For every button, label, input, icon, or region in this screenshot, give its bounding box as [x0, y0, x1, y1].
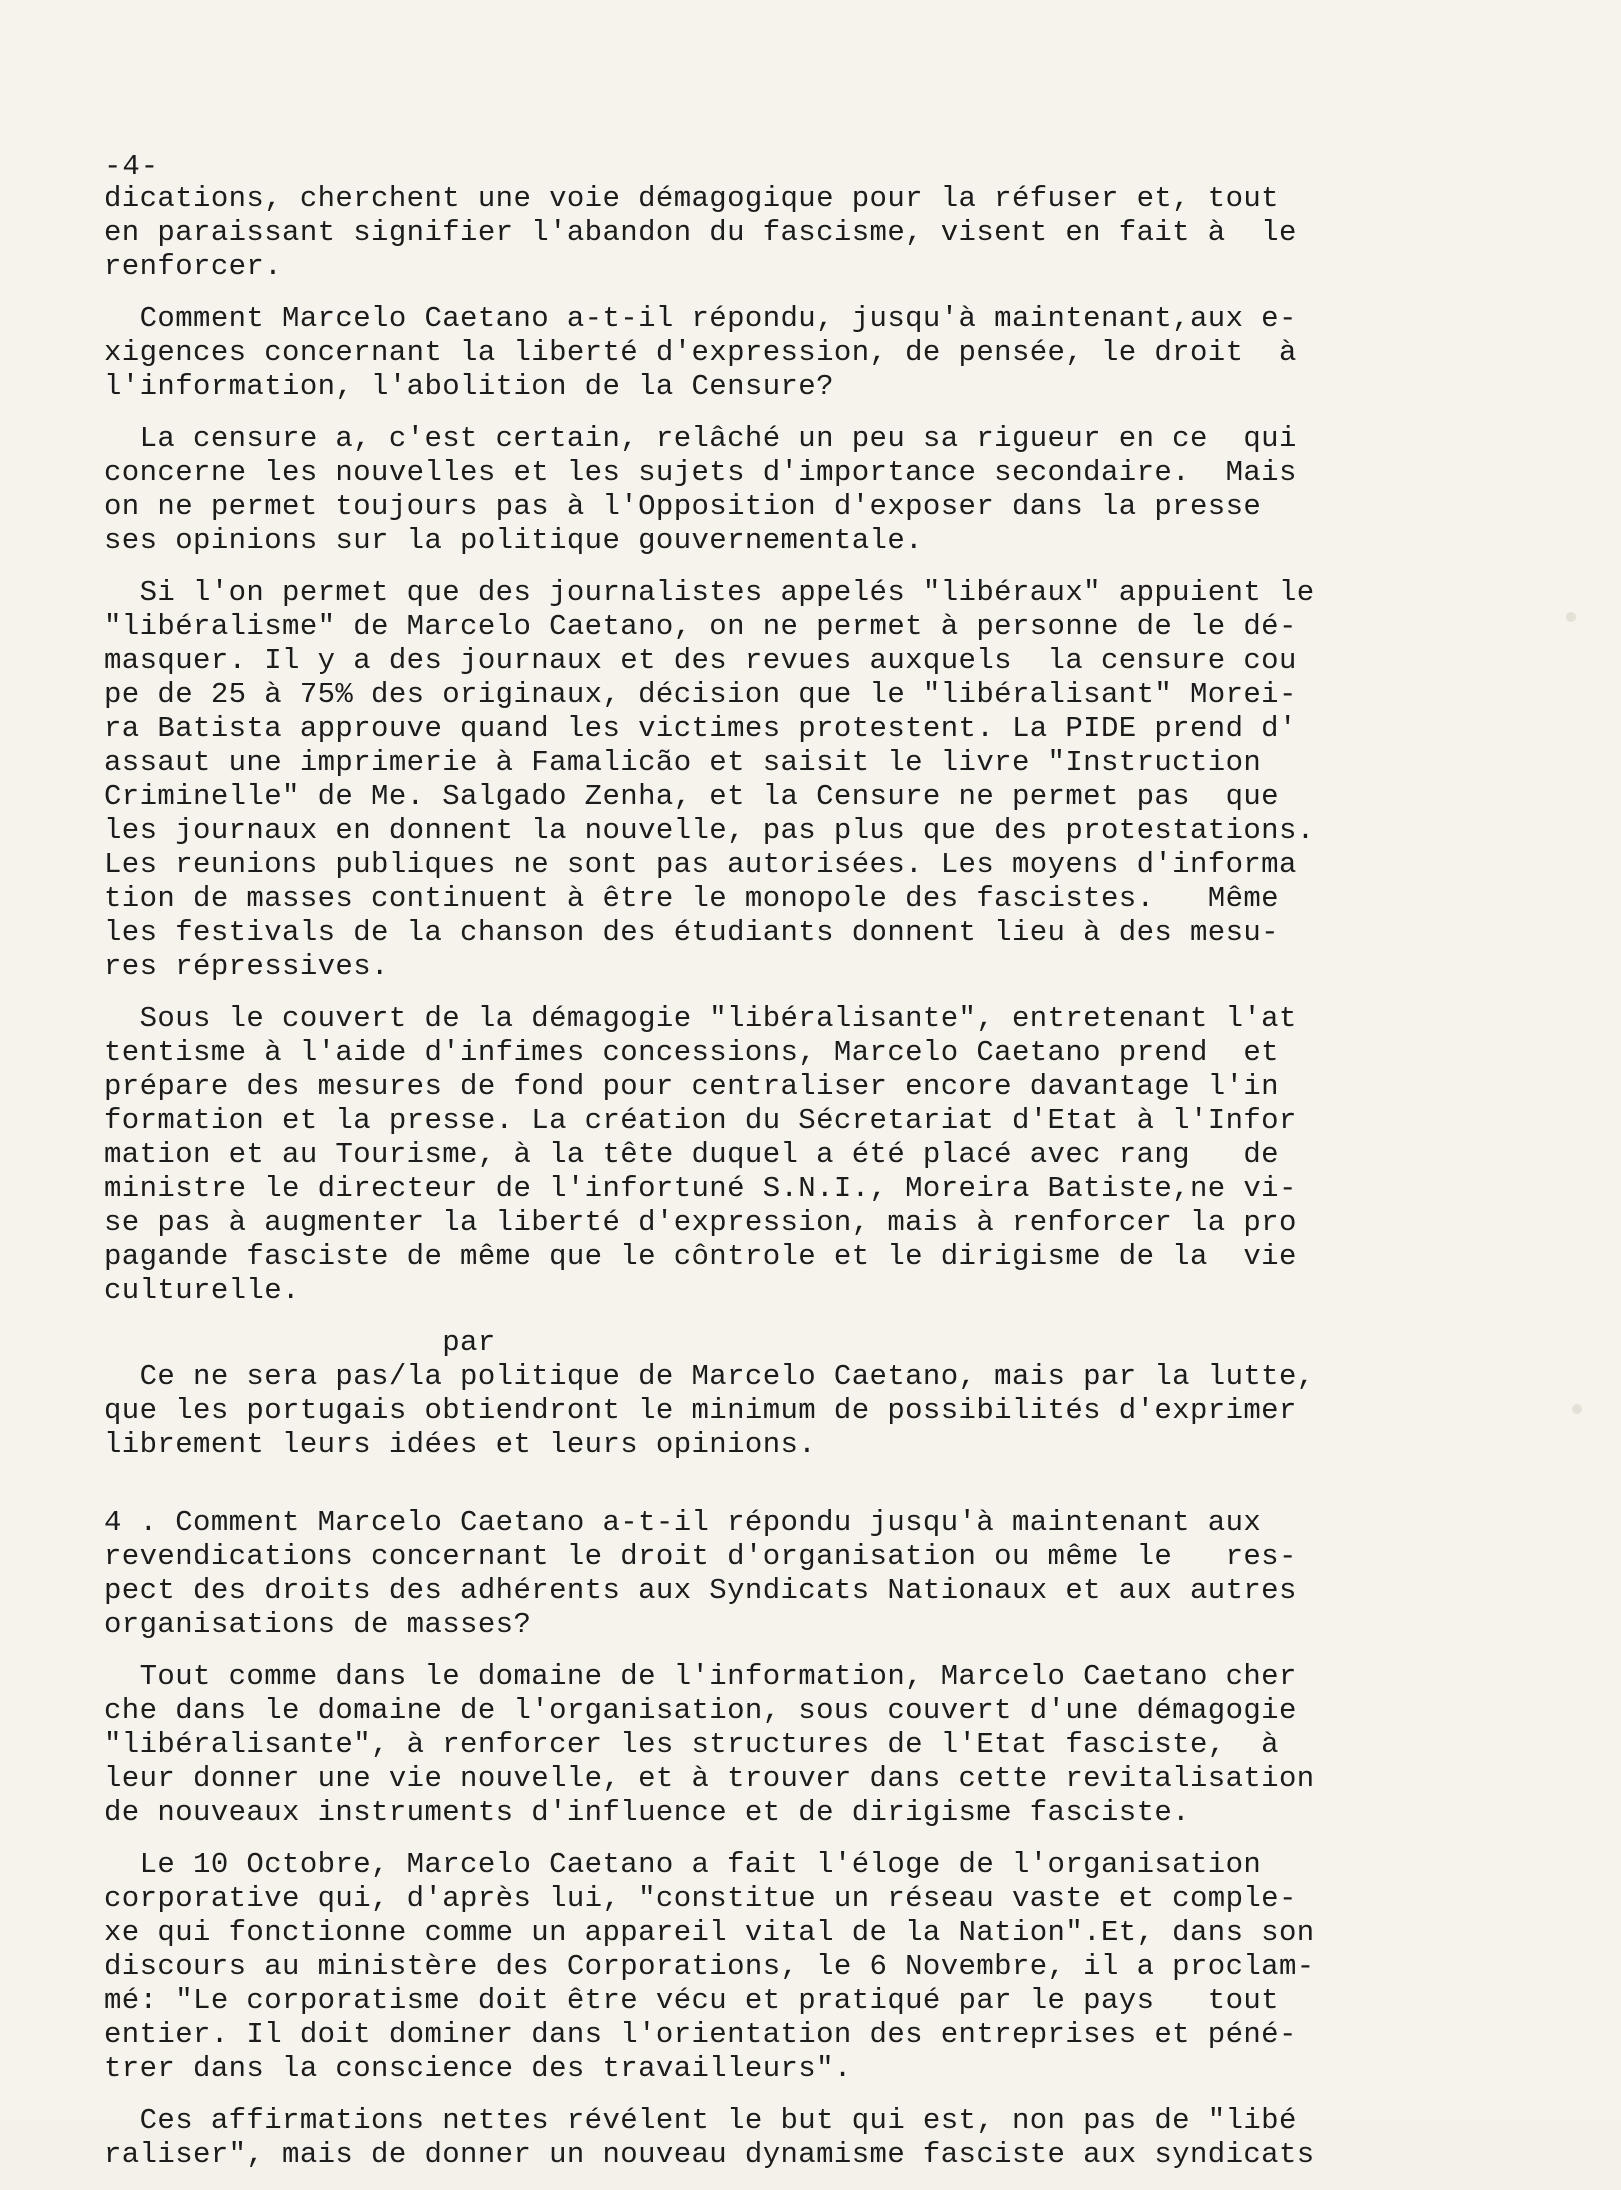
page-blemish — [1566, 612, 1576, 622]
text-line: masquer. Il y a des journaux et des revues auxquels la censure cou — [104, 644, 1297, 677]
text-line: entier. Il doit dominer dans l'orientation des entreprises et péné- — [104, 2018, 1297, 2051]
text-line: renforcer. — [104, 250, 283, 283]
text-line: La censure a, c'est certain, relâché un peu sa rigueur en ce qui — [104, 422, 1297, 455]
text-line: dications, cherchent une voie démagogique pour la réfuser et, tout — [104, 182, 1279, 215]
text-line: Tout comme dans le domaine de l'information, Marcelo Caetano cher — [104, 1660, 1297, 1693]
text-line: Les reunions publiques ne sont pas autorisées. Les moyens d'informa — [104, 848, 1297, 881]
text-line: 4 . Comment Marcelo Caetano a-t-il répondu jusqu'à maintenant aux — [104, 1506, 1262, 1539]
paragraph — [104, 1660, 1494, 1830]
text-line: "libéralisme" de Marcelo Caetano, on ne permet à personne de le dé- — [104, 610, 1297, 643]
text-line: Criminelle" de Me. Salgado Zenha, et la Censure ne permet pas que — [104, 780, 1279, 813]
text-line: ministre le directeur de l'infortuné S.N.I., Moreira Batiste,ne vi- — [104, 1172, 1297, 1205]
text-line: revendications concernant le droit d'organisation ou même le res- — [104, 1540, 1297, 1573]
text-line: formation et la presse. La création du Sécretariat d'Etat à l'Infor — [104, 1104, 1297, 1137]
text-line: on ne permet toujours pas à l'Opposition d'exposer dans la presse — [104, 490, 1262, 523]
text-line: en paraissant signifier l'abandon du fascisme, visent en fait à le — [104, 216, 1297, 249]
text-line: culturelle. — [104, 1274, 300, 1307]
text-line: discours au ministère des Corporations, le 6 Novembre, il a proclam- — [104, 1950, 1315, 1983]
paragraph — [104, 422, 1494, 558]
text-line: concerne les nouvelles et les sujets d'importance secondaire. Mais — [104, 456, 1297, 489]
paragraph — [104, 576, 1494, 984]
text-line: organisations de masses? — [104, 1608, 532, 1641]
text-line: se pas à augmenter la liberté d'expression, mais à renforcer la pro — [104, 1206, 1297, 1239]
text-line: librement leurs idées et leurs opinions. — [104, 1428, 817, 1461]
document-body — [104, 182, 1494, 2190]
paragraph — [104, 1506, 1494, 1642]
text-line: Comment Marcelo Caetano a-t-il répondu, jusqu'à maintenant,aux e- — [104, 302, 1297, 335]
text-line: pect des droits des adhérents aux Syndicats Nationaux et aux autres — [104, 1574, 1297, 1607]
text-line: corporative qui, d'après lui, "constitue un réseau vaste et comple- — [104, 1882, 1297, 1915]
text-line: ses opinions sur la politique gouvernementale. — [104, 524, 923, 557]
paragraph — [104, 1326, 1494, 1462]
text-line: tentisme à l'aide d'infimes concessions, Marcelo Caetano prend et — [104, 1036, 1279, 1069]
text-line: xe qui fonctionne comme un appareil vital de la Nation".Et, dans son — [104, 1916, 1315, 1949]
text-line: de nouveaux instruments d'influence et de dirigisme fasciste. — [104, 1796, 1190, 1829]
text-line: "libéralisante", à renforcer les structures de l'Etat fasciste, à — [104, 1728, 1279, 1761]
text-line: pe de 25 à 75% des originaux, décision que le "libéralisant" Morei- — [104, 678, 1297, 711]
text-line: trer dans la conscience des travailleurs". — [104, 2052, 852, 2085]
text-line: raliser", mais de donner un nouveau dynamisme fasciste aux syndicats — [104, 2138, 1315, 2171]
paragraph — [104, 1848, 1494, 2086]
text-line: xigences concernant la liberté d'expression, de pensée, le droit à — [104, 336, 1297, 369]
section-gap — [104, 1480, 1494, 1506]
text-line: leur donner une vie nouvelle, et à trouver dans cette revitalisation — [104, 1762, 1315, 1795]
text-line: mé: "Le corporatisme doit être vécu et pratiqué par le pays tout — [104, 1984, 1279, 2017]
text-line: par — [104, 1326, 496, 1359]
text-line: tion de masses continuent à être le monopole des fascistes. Même — [104, 882, 1279, 915]
text-line: Ce ne sera pas/la politique de Marcelo Caetano, mais par la lutte, — [104, 1360, 1315, 1393]
paragraph — [104, 302, 1494, 404]
text-line: res répressives. — [104, 950, 389, 983]
page-blemish — [1572, 1404, 1582, 1414]
text-line: Le 10 Octobre, Marcelo Caetano a fait l'éloge de l'organisation — [104, 1848, 1262, 1881]
text-line: ra Batista approuve quand les victimes protestent. La PIDE prend d' — [104, 712, 1297, 745]
text-line: che dans le domaine de l'organisation, sous couvert d'une démagogie — [104, 1694, 1297, 1727]
text-line: l'information, l'abolition de la Censure? — [104, 370, 834, 403]
text-line: mation et au Tourisme, à la tête duquel a été placé avec rang de — [104, 1138, 1279, 1171]
text-line: les festivals de la chanson des étudiants donnent lieu à des mesu- — [104, 916, 1279, 949]
text-line: Sous le couvert de la démagogie "libéralisante", entretenant l'at — [104, 1002, 1297, 1035]
text-line: que les portugais obtiendront le minimum de possibilités d'exprimer — [104, 1394, 1297, 1427]
text-line: prépare des mesures de fond pour centraliser encore davantage l'in — [104, 1070, 1279, 1103]
text-line: Ces affirmations nettes révélent le but qui est, non pas de "libé — [104, 2104, 1297, 2137]
text-line: assaut une imprimerie à Famalicão et saisit le livre "Instruction — [104, 746, 1262, 779]
text-line: pagande fasciste de même que le côntrole et le dirigisme de la vie — [104, 1240, 1297, 1273]
paragraph — [104, 2104, 1494, 2172]
text-line: Si l'on permet que des journalistes appelés "libéraux" appuient le — [104, 576, 1315, 609]
text-line: les journaux en donnent la nouvelle, pas plus que des protestations. — [104, 814, 1315, 847]
page-number: -4- — [104, 150, 160, 183]
paragraph — [104, 182, 1494, 284]
paragraph — [104, 1002, 1494, 1308]
